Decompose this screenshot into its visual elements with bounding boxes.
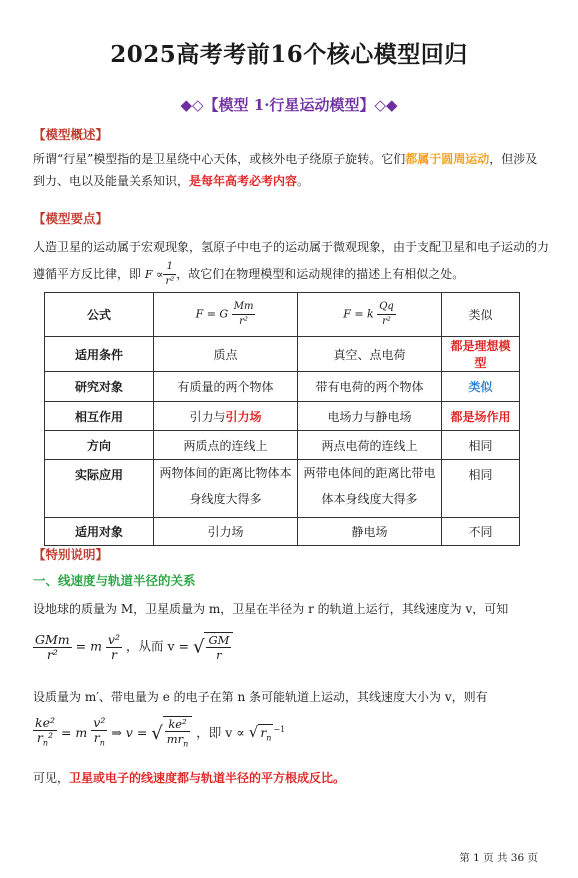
conclusion-highlight: 卫星或电子的线速度都与轨道半径的平方根成反比。 [69, 771, 346, 785]
overview-text-e: 。 [297, 174, 310, 188]
page-title: 2025高考考前16个核心模型回归 [110, 41, 468, 68]
coulomb-formula-cell: F = k $\frac{Qq}{\text{r²}}$ [298, 293, 442, 337]
inverse-square-formula: F ∝ [144, 267, 164, 281]
table-row [45, 372, 520, 402]
table-cell: 都是理想模型 [442, 337, 520, 372]
table-cell: 静电场 [298, 518, 442, 546]
cell-highlight: 引力场 [225, 409, 262, 424]
table-row [45, 293, 520, 337]
table-cell: 带有电荷的两个物体 [298, 372, 442, 402]
table-cell: 相同 [442, 431, 520, 460]
table-row [45, 337, 520, 372]
table-row [45, 460, 520, 518]
table-header-col3: 类似 [442, 293, 520, 337]
subsection-heading: 一、线速度与轨道半径的关系 [33, 573, 196, 588]
row-label: 适用条件 [45, 337, 154, 372]
table-cell: 两带电体间的距离比带电体本身线度大得多 [298, 460, 442, 518]
table-cell: 相同 [442, 460, 520, 518]
electron-paragraph: 设质量为 m′、带电量为 e 的电子在第 n 条可能轨道上运动，其线速度大小为 v，则有 [33, 690, 488, 704]
points-paragraph [33, 234, 549, 289]
table-cell: 电场力与静电场 [298, 402, 442, 431]
table-cell: 两质点的连线上 [154, 431, 298, 460]
table-cell: 真空、点电荷 [298, 337, 442, 372]
table-row [45, 518, 520, 546]
overview-paragraph [33, 148, 549, 192]
table-cell: 都是场作用 [442, 402, 520, 431]
equation-tail: ，即 v ∝ [196, 725, 245, 741]
row-label: 适用对象 [45, 518, 154, 546]
table-cell: 不同 [442, 518, 520, 546]
row-label: 相互作用 [45, 402, 154, 431]
table-row [45, 431, 520, 460]
section-overview-heading: 【模型概述】 [33, 127, 109, 142]
table-row [45, 402, 520, 431]
row-label: 方向 [45, 431, 154, 460]
satellite-velocity-equation: $\frac{\text{GMm}}{\text{r²}}$ = m $\frac{\text{v²}}{r}$ ，从而 v = √ $\frac{GM}{r}$ [33, 632, 233, 662]
overview-text-a: 所谓“行星”模型指的是卫星绕中心天体，或核外电子绕原子旋转。它们 [33, 152, 406, 166]
table-header-label: 公式 [45, 293, 154, 337]
table-cell: 两物体间的距离比物体本身线度大得多 [154, 460, 298, 518]
conclusion-paragraph [33, 767, 549, 789]
row-label: 研究对象 [45, 372, 154, 402]
cell-text: 引力与 [189, 409, 226, 424]
electron-velocity-equation: $\frac{\text{ke²}}{r_n^2}$ = m $\frac{\text{v²}}{r_n}$ ⇒ v = √ $\frac{\text{ke²}}{mr_n}$ ，即 v ∝ √ $r_n^{-1}$ [33, 716, 285, 751]
table-cell: 两点电荷的连线上 [298, 431, 442, 460]
table-cell: 质点 [154, 337, 298, 372]
row-label: 实际应用 [45, 460, 154, 518]
table-cell [154, 402, 298, 431]
model-subtitle: ◆◇【模型 1·行星运动模型】◇◆ [180, 96, 398, 114]
section-notes-heading: 【特别说明】 [33, 547, 109, 562]
equation-tail: ，从而 v = [125, 638, 189, 654]
table-cell: 引力场 [154, 518, 298, 546]
section-points-heading: 【模型要点】 [33, 211, 109, 226]
conclusion-prefix: 可见， [33, 771, 70, 785]
table-cell: 有质量的两个物体 [154, 372, 298, 402]
inverse-square-fraction: $\frac{1}{\text{r²}}$ [165, 261, 175, 287]
satellite-paragraph: 设地球的质量为 M，卫星质量为 m，卫星在半径为 r 的轨道上运行，其线速度为 v，可知 [33, 602, 509, 616]
overview-highlight-circular: 都属于圆周运动 [405, 152, 490, 166]
overview-highlight-exam: 是每年高考必考内容 [189, 174, 298, 188]
table-cell: 类似 [442, 372, 520, 402]
points-text-b: ，故它们在物理模型和运动规律的描述上有相似之处。 [176, 267, 465, 281]
points-text-a: 人造卫星的运动属于宏观现象，氢原子中电子的运动属于微观现象，由于支配卫星和电子运动的力遵循平方反比律，即 [33, 240, 550, 281]
gravity-formula-cell: F = G $\frac{Mm}{\text{r²}}$ [154, 293, 298, 337]
overview-text-c: ，但涉及到力、电以及能量关系知识， [33, 152, 538, 188]
comparison-table [44, 292, 520, 546]
page-footer: 第 1 页 共 36 页 [459, 852, 538, 864]
